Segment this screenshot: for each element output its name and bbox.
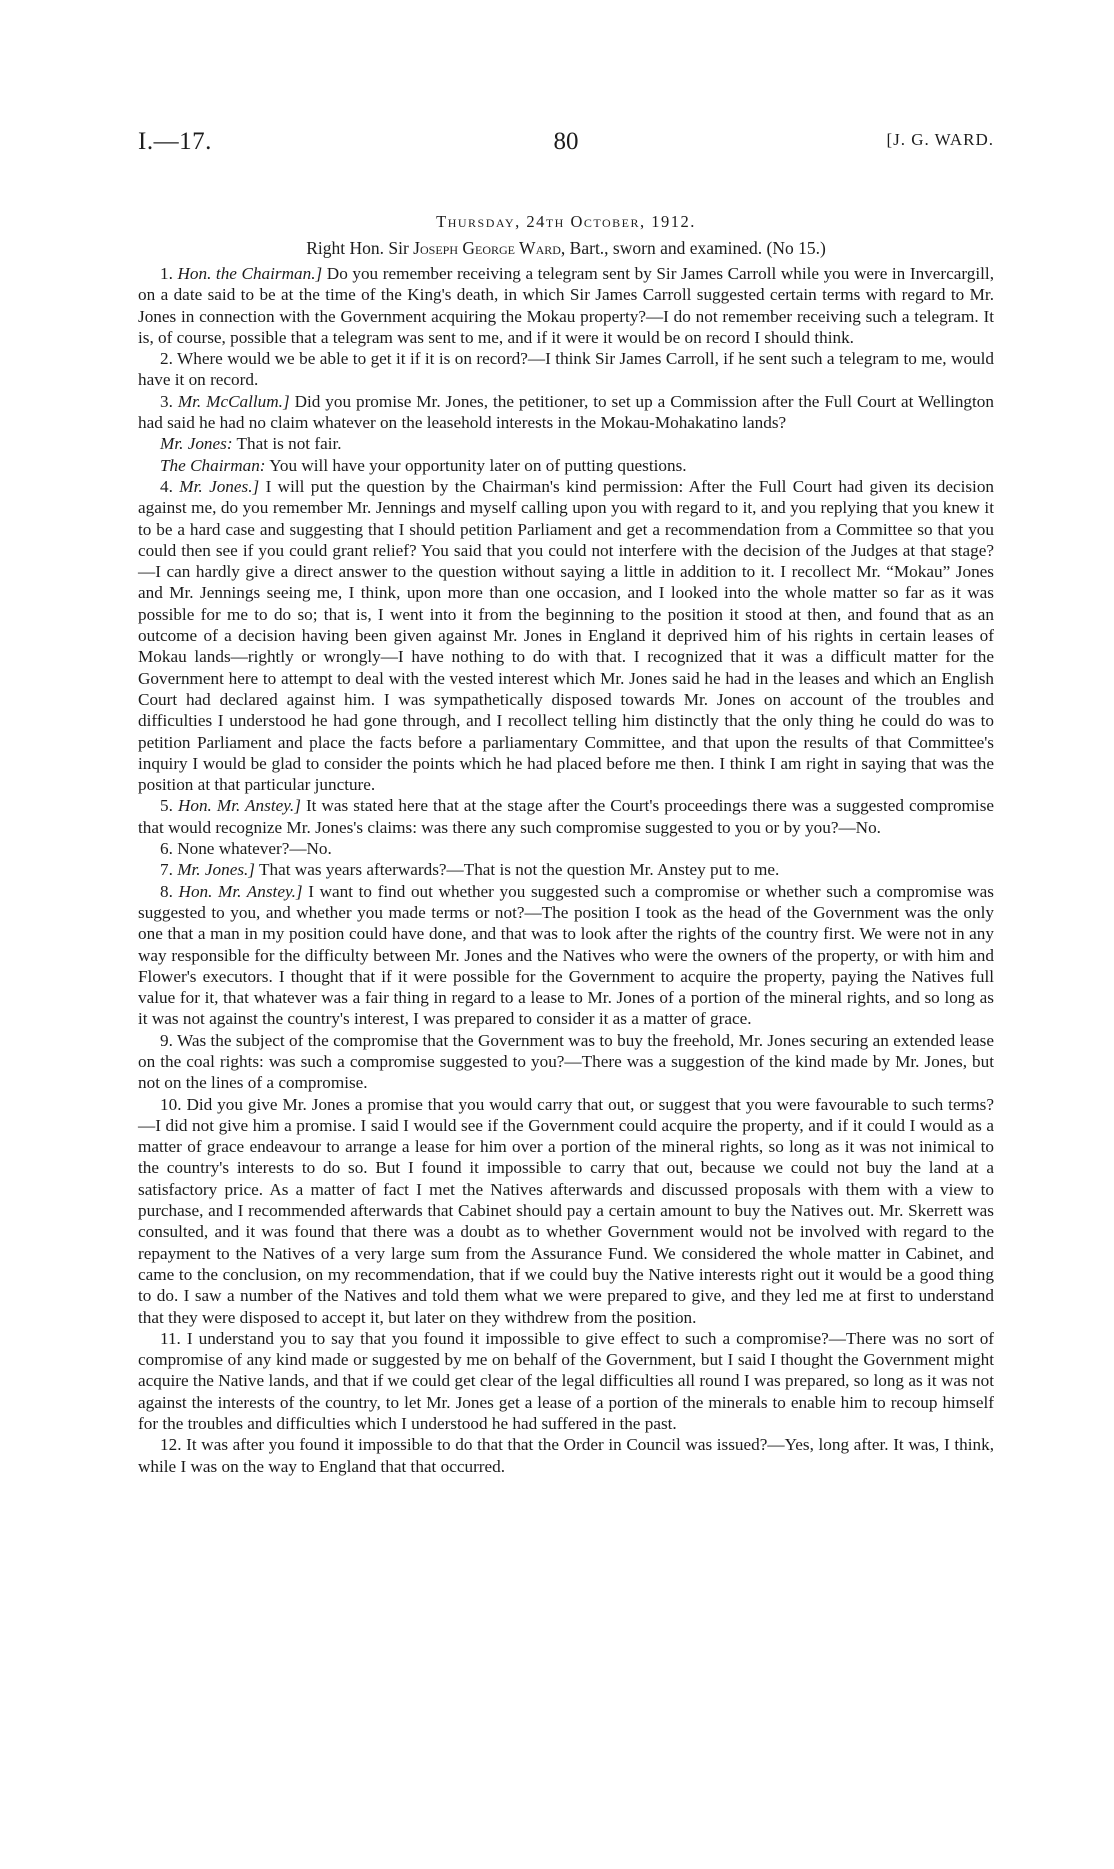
paragraph-text: Did you give Mr. Jones a promise that you would carry that out, or suggest that you were favourable to such terms?—I did not give him a promise. I said I would see if the Government could acquire the property, and if it could I would as a matter of grace endeavour to arrange a lease for him over a portion of the mineral rights, so long as it was not inimical to the country's interests to do so. But I found it impossible to carry that out, because we could not buy the land at a satisfactory price. As a matter of fact I met the Natives afterwards and discussed proposals with them with a view to purchase, and I recommended afterwards that Cabinet should pay a certain amount to buy the Natives out. Mr. Skerrett was consulted, and it was found that there was a doubt as to whether Government would not be involved with regard to the repayment to the Natives of a very large sum from the Assurance Fund. We considered the whole matter in Cabinet, and came to the conclusion, on my recommendation, that if we could buy the Native interests right out it would be a good thing to do. I saw a number of the Natives and told them what we were prepared to give, and they led me at first to understand that they were disposed to accept it, but later on they withdrew from the position. — [138, 1094, 994, 1327]
speaker-name: Mr. Jones.] — [177, 860, 255, 880]
speaker-name: Mr. Jones: — [160, 434, 233, 454]
testimony-paragraph — [138, 455, 994, 476]
testimony-paragraph — [138, 838, 994, 859]
question-number: 5. — [160, 796, 173, 816]
question-number: 2. — [160, 349, 173, 369]
paragraph-text: Was the subject of the compromise that the Government was to buy the freehold, Mr. Jones securing an extended lease on the coal rights: was such a compromise suggested to you?—There was a suggestion of the kind made by Mr. Jones, but not on the lines of a compromise. — [138, 1030, 994, 1093]
testimony-body — [138, 263, 994, 1477]
paragraph-text: Do you remember receiving a telegram sent by Sir James Carroll while you were in Invercargill, on a date said to be at the time of the King's death, in which Sir James Carroll suggested certain terms with regard to Mr. Jones in connection with the Government acquiring the Mokau property?—I do not remember receiving such a telegram. It is, of course, possible that a telegram was sent to me, and if it were it would be on record I should think. — [138, 264, 994, 347]
paragraph-text: I want to find out whether you suggested such a compromise or whether such a compromise was suggested to you, and whether you made terms or not?—The position I took as the head of the Government was the only one that a man in my position could have done, and that was to look after the rights of the country first. We were not in any way responsible for the difficulty between Mr. Jones and the Natives who were the owners of the property, or with him and Flower's executors. I thought that if it were possible for the Government to acquire the property, paying the Natives full value for it, that whatever was a fair thing in regard to a lease to Mr. Jones of a portion of the mineral rights, and so long as it was not against the country's interest, I was prepared to consider it as a matter of grace. — [138, 881, 995, 1029]
paragraph-text: It was after you found it impossible to do that that the Order in Council was issued?—Yes, long after. It was, I think, while I was on the way to England that that occurred. — [138, 1435, 994, 1476]
testimony-paragraph — [138, 263, 994, 348]
witness-suffix: , Bart., sworn and examined. (No 15.) — [560, 238, 826, 258]
testimony-paragraph — [138, 391, 994, 434]
testimony-paragraph — [138, 795, 994, 838]
testimony-paragraph — [138, 881, 994, 1030]
question-number: 9. — [160, 1030, 173, 1050]
paper-reference: I.—17. — [138, 128, 212, 155]
running-header — [138, 128, 994, 168]
testimony-paragraph — [138, 1434, 994, 1477]
testimony-paragraph — [138, 1094, 994, 1328]
question-number: 11. — [160, 1328, 181, 1348]
page-number: 80 — [553, 128, 579, 155]
testimony-paragraph — [138, 433, 994, 454]
question-number: 8. — [160, 881, 173, 901]
question-number: 7. — [160, 860, 173, 880]
speaker-name: Hon. Mr. Anstey.] — [178, 881, 303, 901]
question-number: 6. — [160, 839, 173, 859]
witness-reference: [J. G. WARD. — [886, 130, 994, 149]
speaker-name: Hon. Mr. Anstey.] — [177, 796, 301, 816]
paragraph-text: None whatever?—No. — [177, 839, 332, 859]
testimony-paragraph — [138, 1030, 994, 1094]
paragraph-text: Where would we be able to get it if it is on record?—I think Sir James Carroll, if he sent such a telegram to me, would have it on record. — [138, 349, 994, 390]
testimony-paragraph — [138, 1328, 994, 1434]
question-number: 10. — [160, 1094, 182, 1114]
paragraph-text: I understand you to say that you found it impossible to give effect to such a compromise?—There was no sort of compromise of any kind made or suggested by me on behalf of the Government, but I said I thought the Government might acquire the Native lands, and that if we could get clear of the legal difficulties all round I was prepared, so long as it was not against the interests of the country, to let Mr. Jones get a lease of a portion of the minerals to enable him to recoup himself for the troubles and difficulties which I understood he had suffered in the past. — [138, 1328, 995, 1434]
testimony-paragraph — [138, 348, 994, 391]
speaker-name: Hon. the Chairman.] — [177, 264, 323, 283]
paragraph-text: I will put the question by the Chairman's kind permission: After the Full Court had given its decision against me, do you remember Mr. Jennings and myself calling upon you with regard to it, and you replying that you knew it to be a hard case and suggesting that I should petition Parliament and get a recommendation from a Committee so that you could then see if you could grant relief? You said that you could not interfere with the decision of the Judges at that stage?—I can hardly give a direct answer to the question without saying a little in addition to it. I recollect Mr. “Mokau” Jones and Mr. Jennings seeing me, I think, upon more than one occasion, and I looked into the whole matter so far as it was possible for me to do so; that is, I went into it from the beginning to the position it stood at then, and found that as an outcome of a decision having been given against Mr. Jones in England it deprived him of his rights in certain leases of Mokau lands—rightly or wrongly—I have nothing to do with that. I recognized that it was a difficult matter for the Government here to attempt to deal with the vested interest which Mr. Jones said he had in the leases and which an English Court had declared against him. I was sympathetically disposed towards Mr. Jones on account of the troubles and difficulties I understood he had gone through, and I recollect telling him distinctly that the only thing he could do was to petition Parliament and place the facts before a parliamentary Committee, and that upon the results of that Committee's inquiry I would be glad to consider the points which he had placed before me then. I think I am right in saying that was the position at that particular juncture. — [138, 476, 995, 795]
paragraph-text: Did you promise Mr. Jones, the petitioner, to set up a Commission after the Full Court at Wellington had said he had no claim whatever on the leasehold interests in the Mokau-Mohakatino lands? — [138, 391, 994, 433]
speaker-name: Mr. McCallum.] — [177, 391, 290, 411]
question-number: 4. — [160, 476, 173, 496]
speaker-name: Mr. Jones.] — [179, 476, 260, 496]
paragraph-text: You will have your opportunity later on of putting questions. — [265, 455, 687, 475]
date-heading: Thursday, 24th October, 1912. — [436, 212, 696, 231]
question-number: 3. — [160, 391, 173, 411]
speaker-name: The Chairman: — [160, 455, 266, 475]
question-number: 1. — [160, 264, 173, 283]
paragraph-text: It was stated here that at the stage after the Court's proceedings there was a suggested compromise that would recognize Mr. Jones's claims: was there any such compromise suggested to you or by you?—No. — [138, 796, 995, 837]
question-number: 12. — [160, 1435, 182, 1455]
witness-prefix: Right Hon. Sir — [306, 238, 414, 258]
witness-name: Joseph George Ward — [413, 238, 561, 258]
testimony-paragraph — [138, 859, 994, 880]
paragraph-text: That was years afterwards?—That is not the question Mr. Anstey put to me. — [255, 860, 780, 880]
witness-heading — [138, 238, 994, 259]
testimony-paragraph — [138, 476, 994, 795]
paragraph-text: That is not fair. — [232, 434, 342, 454]
